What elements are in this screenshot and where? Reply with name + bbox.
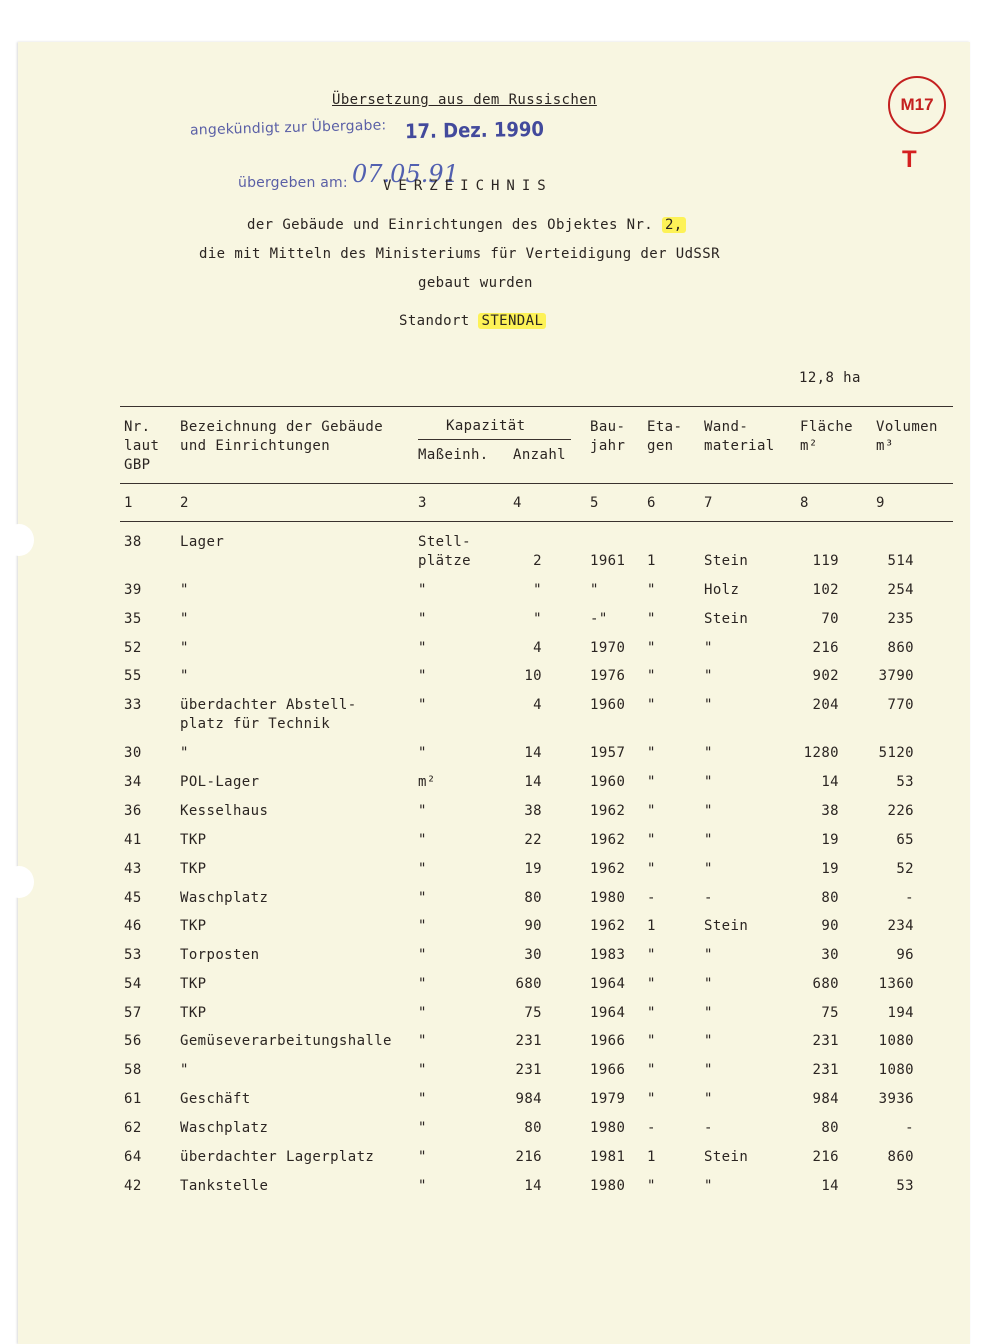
cell-year: 1979 — [590, 1091, 626, 1107]
cell-year: 1976 — [590, 668, 626, 684]
cell-wall: " — [704, 640, 713, 656]
header-nr-2: laut — [124, 438, 160, 454]
cell-year: 1981 — [590, 1149, 626, 1165]
stamp-handed-label: übergeben am: — [238, 175, 348, 191]
cell-area: 102 — [812, 582, 839, 598]
cell-unit: " — [418, 1178, 427, 1194]
object-number: 2, — [662, 217, 686, 233]
table-row — [0, 697, 1000, 741]
cell-wall: " — [704, 745, 713, 761]
cell-area: 19 — [821, 861, 839, 877]
header-nr-1: Nr. — [124, 419, 151, 435]
cell-wall: " — [704, 1033, 713, 1049]
cell-name: " — [180, 611, 189, 627]
cell-floors: " — [647, 803, 656, 819]
cell-volume: 860 — [887, 1149, 914, 1165]
cell-nr: 33 — [124, 697, 142, 713]
cell-floors: - — [647, 890, 656, 906]
table-row — [0, 832, 1000, 854]
cell-area: 216 — [812, 640, 839, 656]
cell-unit: " — [418, 668, 427, 684]
cell-nr: 41 — [124, 832, 142, 848]
location-label: Standort — [399, 313, 470, 329]
cell-count: 14 — [524, 1178, 542, 1194]
cell-unit: " — [418, 745, 427, 761]
cell-count: 231 — [515, 1062, 542, 1078]
cell-year: 1960 — [590, 774, 626, 790]
capacity-rule — [418, 439, 571, 440]
cell-area: 231 — [812, 1033, 839, 1049]
area-total: 12,8 ha — [799, 370, 861, 386]
cell-count: 4 — [533, 697, 542, 713]
cell-unit: " — [418, 1033, 427, 1049]
cell-year: 1970 — [590, 640, 626, 656]
cell-unit: " — [418, 1149, 427, 1165]
cell-nr: 62 — [124, 1120, 142, 1136]
cell-year: 1983 — [590, 947, 626, 963]
cell-year: 1960 — [590, 697, 626, 713]
cell-floors: " — [647, 1178, 656, 1194]
cell-nr: 53 — [124, 947, 142, 963]
cell-nr: 52 — [124, 640, 142, 656]
cell-count: " — [533, 611, 542, 627]
header-year-2: jahr — [590, 438, 626, 454]
cell-nr: 30 — [124, 745, 142, 761]
table-row — [0, 1120, 1000, 1142]
cell-count: 984 — [515, 1091, 542, 1107]
cell-nr: 57 — [124, 1005, 142, 1021]
cell-volume: 53 — [896, 1178, 914, 1194]
header-wall-1: Wand- — [704, 419, 749, 435]
cell-volume: 194 — [887, 1005, 914, 1021]
cell-unit: " — [418, 611, 427, 627]
cell-count: 80 — [524, 890, 542, 906]
cell-volume: - — [905, 1120, 914, 1136]
header-year-1: Bau- — [590, 419, 626, 435]
cell-floors: " — [647, 640, 656, 656]
colnum-3: 3 — [418, 495, 427, 511]
cell-wall: " — [704, 1178, 713, 1194]
heading-line-3: gebaut wurden — [418, 275, 533, 291]
cell-count: 90 — [524, 918, 542, 934]
cell-year: 1962 — [590, 861, 626, 877]
table-row — [0, 947, 1000, 969]
cell-unit: " — [418, 640, 427, 656]
cell-name: " — [180, 640, 189, 656]
stamp-announced-label: angekündigt zur Übergabe: — [189, 117, 387, 139]
cell-area: 680 — [812, 976, 839, 992]
cell-volume: - — [905, 890, 914, 906]
cell-wall: " — [704, 697, 713, 713]
table-row — [0, 1033, 1000, 1055]
header-year — [590, 418, 625, 456]
cell-unit-line-2: plätze — [418, 553, 471, 569]
cell-count: 19 — [524, 861, 542, 877]
cell-unit: " — [418, 861, 427, 877]
table-row — [0, 745, 1000, 767]
header-area — [800, 418, 853, 456]
doc-heading: VERZEICHNIS — [383, 178, 553, 194]
location-value: STENDAL — [478, 313, 546, 329]
cell-wall: " — [704, 803, 713, 819]
cell-floors: 1 — [647, 1149, 656, 1165]
table-row — [0, 640, 1000, 662]
cell-count: 10 — [524, 668, 542, 684]
cell-nr: 55 — [124, 668, 142, 684]
cell-name: überdachter Lagerplatz — [180, 1149, 375, 1165]
table-row — [0, 1005, 1000, 1027]
cell-year: 1957 — [590, 745, 626, 761]
cell-nr: 34 — [124, 774, 142, 790]
cell-name: Waschplatz — [180, 1120, 269, 1136]
cell-year: 1980 — [590, 1120, 626, 1136]
cell-wall: - — [704, 890, 713, 906]
cell-nr: 61 — [124, 1091, 142, 1107]
cell-wall: " — [704, 861, 713, 877]
cell-count: 680 — [515, 976, 542, 992]
table-row — [0, 1091, 1000, 1113]
archive-mark-circle: M17 — [888, 76, 946, 134]
cell-nr: 35 — [124, 611, 142, 627]
cell-volume: 514 — [887, 553, 914, 569]
cell-floors: " — [647, 976, 656, 992]
cell-wall: " — [704, 1091, 713, 1107]
cell-volume: 234 — [887, 918, 914, 934]
column-numbers-row — [0, 495, 1000, 515]
header-floors-1: Eta- — [647, 419, 683, 435]
cell-year: 1980 — [590, 1178, 626, 1194]
cell-nr: 56 — [124, 1033, 142, 1049]
cell-volume: 3790 — [878, 668, 914, 684]
cell-nr: 39 — [124, 582, 142, 598]
header-nr — [124, 418, 159, 475]
table-row — [0, 803, 1000, 825]
cell-floors: " — [647, 582, 656, 598]
cell-unit: m² — [418, 774, 436, 790]
cell-name-line-2: platz für Technik — [180, 716, 331, 732]
cell-year: 1980 — [590, 890, 626, 906]
cell-area: 216 — [812, 1149, 839, 1165]
cell-year: -" — [590, 611, 608, 627]
cell-count: 4 — [533, 640, 542, 656]
cell-floors: " — [647, 745, 656, 761]
cell-area: 75 — [821, 1005, 839, 1021]
table-rule-top — [120, 406, 953, 407]
cell-count: 216 — [515, 1149, 542, 1165]
cell-area: 1280 — [803, 745, 839, 761]
cell-wall: Holz — [704, 582, 740, 598]
cell-year: 1962 — [590, 918, 626, 934]
cell-wall: Stein — [704, 553, 749, 569]
cell-unit: Stell- — [418, 534, 471, 550]
archive-mark-t: T — [902, 146, 917, 173]
cell-floors: " — [647, 697, 656, 713]
cell-unit: " — [418, 890, 427, 906]
cell-name: " — [180, 1062, 189, 1078]
cell-volume: 52 — [896, 861, 914, 877]
cell-unit: " — [418, 582, 427, 598]
cell-nr: 45 — [124, 890, 142, 906]
cell-count: 2 — [533, 553, 542, 569]
cell-name: TKP — [180, 832, 207, 848]
cell-floors: " — [647, 861, 656, 877]
handwritten-date: 07.05.91 — [352, 160, 459, 188]
cell-name: Torposten — [180, 947, 260, 963]
cell-year: 1966 — [590, 1062, 626, 1078]
cell-wall: " — [704, 947, 713, 963]
table-row — [0, 918, 1000, 940]
cell-count: 22 — [524, 832, 542, 848]
cell-area: 119 — [812, 553, 839, 569]
table-rule-header — [120, 483, 953, 484]
cell-wall: " — [704, 832, 713, 848]
cell-floors: - — [647, 1120, 656, 1136]
table-row — [0, 976, 1000, 998]
header-wall-2: material — [704, 438, 775, 454]
cell-name: " — [180, 582, 189, 598]
header-area-2: m² — [800, 438, 818, 454]
cell-count: 14 — [524, 745, 542, 761]
colnum-7: 7 — [704, 495, 713, 511]
table-row — [0, 582, 1000, 604]
cell-count: " — [533, 582, 542, 598]
cell-unit: " — [418, 803, 427, 819]
cell-nr: 46 — [124, 918, 142, 934]
cell-unit: " — [418, 1005, 427, 1021]
cell-year: 1964 — [590, 976, 626, 992]
cell-count: 38 — [524, 803, 542, 819]
header-capacity: Kapazität — [446, 418, 526, 434]
cell-area: 70 — [821, 611, 839, 627]
cell-name: TKP — [180, 976, 207, 992]
cell-volume: 235 — [887, 611, 914, 627]
cell-floors: " — [647, 1005, 656, 1021]
cell-floors: " — [647, 947, 656, 963]
cell-year: 1962 — [590, 803, 626, 819]
cell-wall: " — [704, 1005, 713, 1021]
header-name-2: und Einrichtungen — [180, 438, 331, 454]
cell-unit: " — [418, 697, 427, 713]
header-nr-3: GBP — [124, 457, 151, 473]
cell-count: 14 — [524, 774, 542, 790]
cell-year: " — [590, 582, 599, 598]
document-title: Übersetzung aus dem Russischen — [332, 92, 597, 108]
cell-area: 14 — [821, 774, 839, 790]
header-floors-2: gen — [647, 438, 674, 454]
cell-area: 90 — [821, 918, 839, 934]
cell-wall: " — [704, 668, 713, 684]
cell-volume: 3936 — [878, 1091, 914, 1107]
cell-name: POL-Lager — [180, 774, 260, 790]
cell-floors: 1 — [647, 918, 656, 934]
cell-unit: " — [418, 976, 427, 992]
cell-wall: Stein — [704, 611, 749, 627]
cell-floors: " — [647, 668, 656, 684]
cell-floors: " — [647, 611, 656, 627]
colnum-4: 4 — [513, 495, 522, 511]
cell-volume: 96 — [896, 947, 914, 963]
heading-line-1 — [247, 217, 686, 233]
cell-name: " — [180, 745, 189, 761]
table-row — [0, 890, 1000, 912]
header-area-1: Fläche — [800, 419, 853, 435]
cell-area: 231 — [812, 1062, 839, 1078]
cell-unit: " — [418, 1062, 427, 1078]
cell-area: 80 — [821, 890, 839, 906]
header-name-1: Bezeichnung der Gebäude — [180, 419, 384, 435]
cell-wall: Stein — [704, 918, 749, 934]
header-volume-2: m³ — [876, 438, 894, 454]
cell-floors: " — [647, 1033, 656, 1049]
cell-nr: 36 — [124, 803, 142, 819]
cell-volume: 1080 — [878, 1062, 914, 1078]
cell-wall: " — [704, 774, 713, 790]
cell-volume: 53 — [896, 774, 914, 790]
cell-volume: 5120 — [878, 745, 914, 761]
colnum-6: 6 — [647, 495, 656, 511]
heading-line-2: die mit Mitteln des Ministeriums für Verteidigung der UdSSR — [199, 246, 720, 262]
cell-unit: " — [418, 832, 427, 848]
cell-volume: 226 — [887, 803, 914, 819]
cell-volume: 254 — [887, 582, 914, 598]
cell-name: Geschäft — [180, 1091, 251, 1107]
cell-floors: " — [647, 1062, 656, 1078]
cell-floors: " — [647, 1091, 656, 1107]
header-floors — [647, 418, 682, 456]
colnum-9: 9 — [876, 495, 885, 511]
cell-count: 30 — [524, 947, 542, 963]
cell-area: 30 — [821, 947, 839, 963]
cell-volume: 1080 — [878, 1033, 914, 1049]
colnum-8: 8 — [800, 495, 809, 511]
cell-count: 75 — [524, 1005, 542, 1021]
cell-floors: " — [647, 774, 656, 790]
table-row — [0, 774, 1000, 796]
cell-name: überdachter Abstell- — [180, 697, 357, 713]
cell-name: Tankstelle — [180, 1178, 269, 1194]
location-line — [399, 313, 546, 329]
cell-volume: 860 — [887, 640, 914, 656]
header-name — [180, 418, 383, 456]
cell-unit: " — [418, 1091, 427, 1107]
cell-wall: Stein — [704, 1149, 749, 1165]
cell-nr: 42 — [124, 1178, 142, 1194]
table-row — [0, 534, 1000, 578]
header-volume-1: Volumen — [876, 419, 938, 435]
cell-name: TKP — [180, 861, 207, 877]
cell-volume: 1360 — [878, 976, 914, 992]
colnum-2: 2 — [180, 495, 189, 511]
cell-name: Lager — [180, 534, 225, 550]
cell-unit: " — [418, 918, 427, 934]
cell-name: " — [180, 668, 189, 684]
table-row — [0, 1149, 1000, 1171]
cell-nr: 54 — [124, 976, 142, 992]
cell-nr: 64 — [124, 1149, 142, 1165]
cell-wall: " — [704, 1062, 713, 1078]
colnum-1: 1 — [124, 495, 133, 511]
heading-line-1-text: der Gebäude und Einrichtungen des Objektes Nr. — [247, 217, 654, 233]
cell-area: 38 — [821, 803, 839, 819]
header-unit: Maßeinh. — [418, 447, 489, 463]
cell-name: Gemüseverarbeitungshalle — [180, 1033, 392, 1049]
cell-nr: 38 — [124, 534, 142, 550]
cell-area: 80 — [821, 1120, 839, 1136]
cell-year: 1964 — [590, 1005, 626, 1021]
table-row — [0, 861, 1000, 883]
cell-area: 19 — [821, 832, 839, 848]
header-count: Anzahl — [513, 447, 566, 463]
cell-area: 902 — [812, 668, 839, 684]
cell-nr: 58 — [124, 1062, 142, 1078]
cell-name: TKP — [180, 918, 207, 934]
cell-wall: - — [704, 1120, 713, 1136]
cell-nr: 43 — [124, 861, 142, 877]
cell-wall: " — [704, 976, 713, 992]
cell-name: Kesselhaus — [180, 803, 269, 819]
cell-area: 204 — [812, 697, 839, 713]
cell-count: 80 — [524, 1120, 542, 1136]
cell-volume: 770 — [887, 697, 914, 713]
cell-floors: 1 — [647, 553, 656, 569]
stamp-announced-date: 17. Dez. 1990 — [404, 116, 545, 144]
table-row — [0, 1062, 1000, 1084]
cell-floors: " — [647, 832, 656, 848]
cell-area: 984 — [812, 1091, 839, 1107]
cell-area: 14 — [821, 1178, 839, 1194]
table-row — [0, 611, 1000, 633]
header-volume — [876, 418, 938, 456]
cell-unit: " — [418, 947, 427, 963]
cell-unit: " — [418, 1120, 427, 1136]
header-wall — [704, 418, 775, 456]
cell-volume: 65 — [896, 832, 914, 848]
cell-count: 231 — [515, 1033, 542, 1049]
cell-name: TKP — [180, 1005, 207, 1021]
cell-year: 1962 — [590, 832, 626, 848]
colnum-5: 5 — [590, 495, 599, 511]
cell-year: 1961 — [590, 553, 626, 569]
cell-year: 1966 — [590, 1033, 626, 1049]
cell-name: Waschplatz — [180, 890, 269, 906]
table-rule-numbers — [120, 521, 953, 522]
table-row — [0, 668, 1000, 690]
table-row — [0, 1178, 1000, 1200]
